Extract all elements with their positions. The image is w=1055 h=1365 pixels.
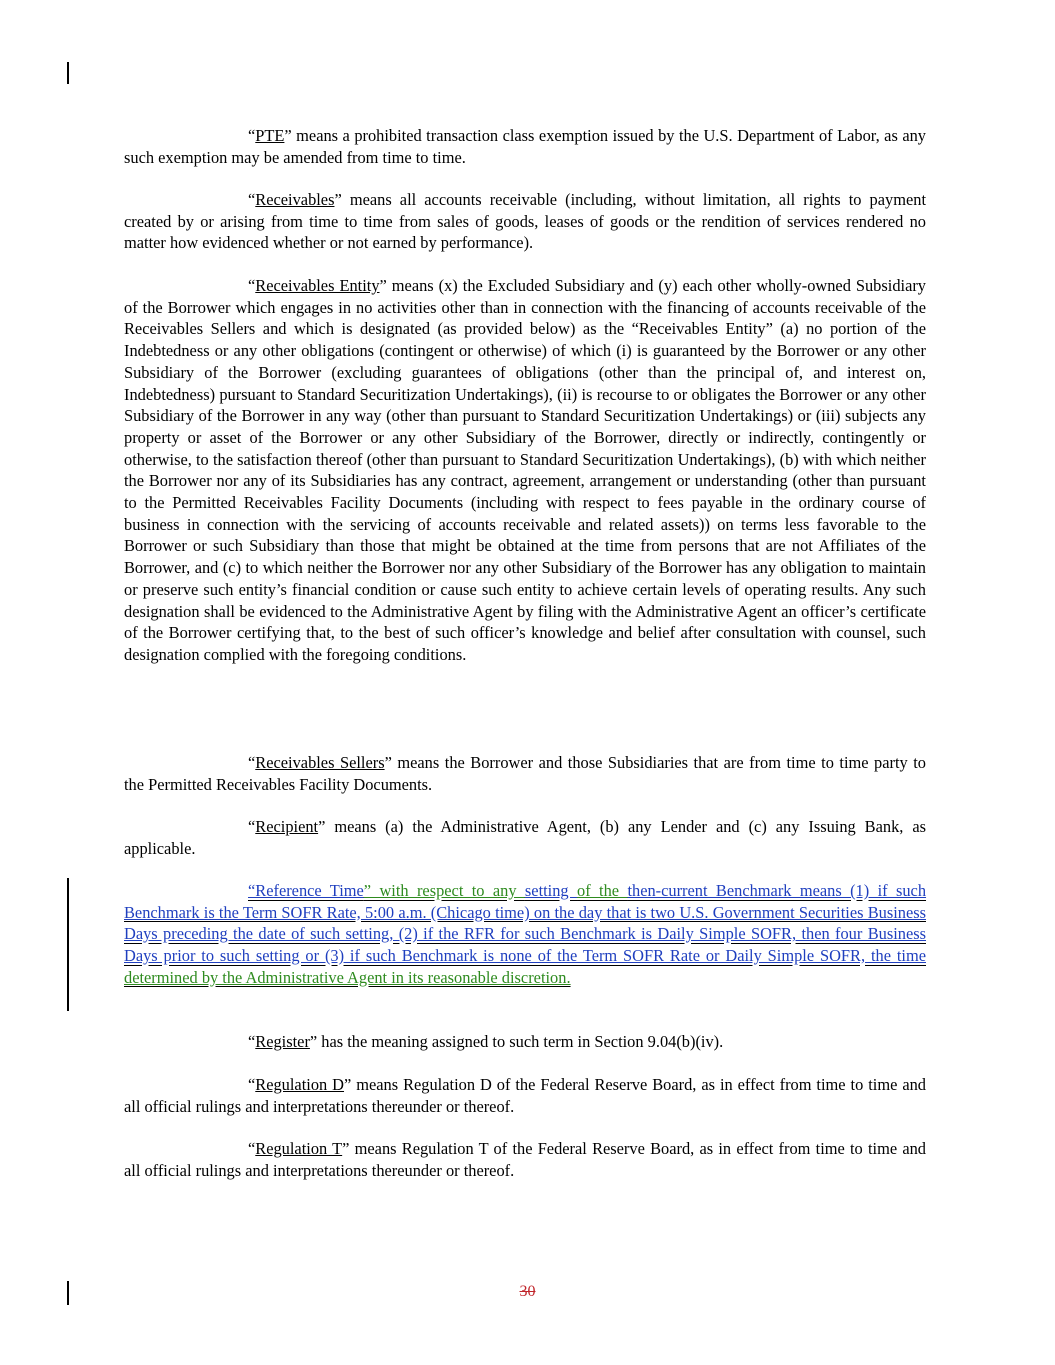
page-number: 30 [519,1283,536,1300]
defined-term: Register [255,1032,310,1051]
definition-body: ” means the Borrower and those Subsidiaries that are from time to time party to the Permitted Receivables Facility Documents. [124,753,926,794]
definition-receivables: “Receivables” means all accounts receivable (including, without limitation, all rights to payment created by or arising from time to time from sales of goods, leases of goods or the rendition of services rendered no matter how evidenced whether or not earned by performance). [124,190,926,253]
inserted-text: setting [524,881,578,900]
defined-term: Regulation T [255,1139,343,1158]
defined-term: Recipient [255,817,319,836]
definition-regulation-d: “Regulation D” means Regulation D of the Federal Reserve Board, as in effect from time to time and all official rulings and interpretations thereunder or thereof. [124,1075,926,1116]
defined-term: Regulation D [255,1075,345,1094]
definition-body: ” means (x) the Excluded Subsidiary and (y) each other wholly-owned Subsidiary of the Borrower which engages in no activities other than in connection with the financing of accounts receivable of the Receivables Sellers and which is designated (as provided below) as the “Receivables Entity” (a) no portion of the Indebtedness or any other obligations (contingent or otherwise) of which (i) is guaranteed by the Borrower or any other Subsidiary of the Borrower (excluding guarantees of obligations (other than the principal of, and interest on, Indebtedness) pursuant to Standard Securitization Undertakings), (ii) is recourse to or obligates the Borrower or any other Subsidiary of the Borrower in any way (other than pursuant to Standard Securitization Undertakings) or (iii) subjects any property or asset of the Borrower or any other Subsidiary of the Borrower, directly or indirectly, contingently or otherwise, to the satisfaction thereof (other than pursuant to Standard Securitization Undertakings), (b) with which neither the Borrower nor any of its Subsidiaries has any contract, agreement, arrangement or understanding (other than pursuant to the Permitted Receivables Facility Documents (including with respect to fees payable in the ordinary course of business in connection with the servicing of accounts receivable and related assets)) on terms less favorable to the Borrower or such Subsidiary than those that might be obtained at the time from persons that are not Affiliates of the Borrower, and (c) to which neither the Borrower nor any other Subsidiary of the Borrower has any obligation to maintain or preserve such entity’s financial condition or cause such entity to achieve certain levels of operating results. Any such designation shall be evidenced to the Administrative Agent by filing with the Administrative Agent an officer’s certificate of the Borrower certifying that, to the best of such officer’s knowledge and belief after consultation with counsel, such designation complied with the foregoing conditions. [124,276,926,664]
defined-term: Receivables Sellers [255,753,385,772]
definition-body: ” means a prohibited transaction class exemption issued by the U.S. Department of Labor, as any such exemption may be amended from time to time. [124,126,926,167]
inserted-text: “Reference Time [248,881,364,900]
inserted-text: then-current Benchmark means (1) if such Benchmark is the Term SOFR Rate, 5:00 a.m. (Chicago time) on the day that is two U.S. Government Securities Business Days preceding the date of such setting, (2) if the RFR for such Benchmark is Daily Simple SOFR, then four Business Days prior to such setting or (3) if such Benchmark is none of the Term SOFR Rate or Daily Simple SOFR, the time [124,881,927,966]
definition-body: ” means Regulation D of the Federal Reserve Board, as in effect from time to time and all official rulings and interpretations thereunder or thereof. [124,1075,926,1116]
inserted-text: of the [577,881,628,900]
definition-body: ” means Regulation T of the Federal Reserve Board, as in effect from time to time and all official rulings and interpretations thereunder or thereof. [124,1139,926,1180]
inserted-text: determined by the Administrative Agent in its reasonable discretion. [124,967,571,987]
inserted-text: ” with respect to any [363,881,525,900]
definition-pte: “PTE” means a prohibited transaction class exemption issued by the U.S. Department of Labor, as any such exemption may be amended from time to time. [124,126,926,167]
definition-reference-time-inserted [124,880,926,989]
definition-body: ” means all accounts receivable (including, without limitation, all rights to payment created by or arising from time to time from sales of goods, leases of goods or the rendition of services rendered no matter how evidenced whether or not earned by performance). [124,190,926,253]
definition-recipient: “Recipient” means (a) the Administrative Agent, (b) any Lender and (c) any Issuing Bank, as applicable. [124,817,926,858]
definition-body: ” has the meaning assigned to such term in Section 9.04(b)(iv). [309,1032,724,1051]
defined-term: Receivables Entity [255,276,380,295]
definition-receivables-entity: “Receivables Entity” means (x) the Excluded Subsidiary and (y) each other wholly-owned Subsidiary of the Borrower which engages in no activities other than in connection with the financing of accounts receivable of the Receivables Sellers and which is designated (as provided below) as the “Receivables Entity” (a) no portion of the Indebtedness or any other obligations (contingent or otherwise) of which (i) is guaranteed by the Borrower or any other Subsidiary of the Borrower (excluding guarantees of obligations (other than the principal of, and interest on, Indebtedness) pursuant to Standard Securitization Undertakings), (ii) is recourse to or obligates the Borrower or any other Subsidiary of the Borrower in any way (other than pursuant to Standard Securitization Undertakings) or (iii) subjects any property or asset of the Borrower or any other Subsidiary of the Borrower, directly or indirectly, contingently or otherwise, to the satisfaction thereof (other than pursuant to Standard Securitization Undertakings), (b) with which neither the Borrower nor any of its Subsidiaries has any contract, agreement, arrangement or understanding (other than pursuant to the Permitted Receivables Facility Documents (including with respect to fees payable in the ordinary course of business in connection with the servicing of accounts receivable and related assets)) on terms less favorable to the Borrower or such Subsidiary than those that might be obtained at the time from persons that are not Affiliates of the Borrower, and (c) to which neither the Borrower nor any other Subsidiary of the Borrower has any obligation to maintain or preserve such entity’s financial condition or cause such entity to achieve certain levels of operating results. Any such designation shall be evidenced to the Administrative Agent by filing with the Administrative Agent an officer’s certificate of the Borrower certifying that, to the best of such officer’s knowledge and belief after consultation with counsel, such designation complied with the foregoing conditions. [124,276,926,664]
defined-term: PTE [255,126,285,145]
definition-body: ” means (a) the Administrative Agent, (b) any Lender and (c) any Issuing Bank, as applicable. [124,817,926,858]
change-bar-top [67,62,69,84]
definition-regulation-t: “Regulation T” means Regulation T of the Federal Reserve Board, as in effect from time to time and all official rulings and interpretations thereunder or thereof. [124,1139,926,1180]
change-bar-inserted [67,878,69,1011]
definition-register: “Register” has the meaning assigned to such term in Section 9.04(b)(iv). [248,1032,724,1051]
definition-receivables-sellers: “Receivables Sellers” means the Borrower and those Subsidiaries that are from time to time party to the Permitted Receivables Facility Documents. [124,753,926,794]
defined-term: Receivables [255,190,335,209]
